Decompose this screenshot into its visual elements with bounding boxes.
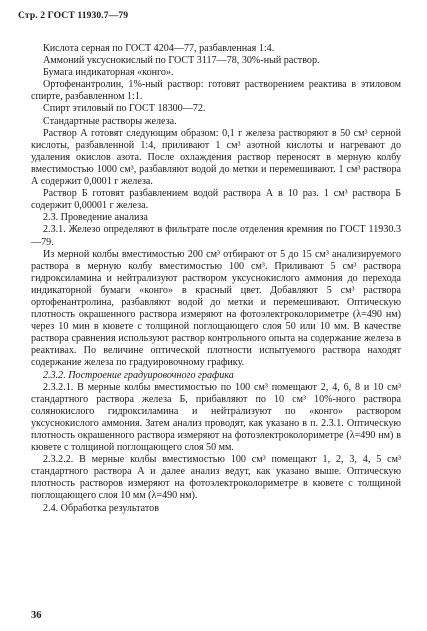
paragraph-ethyl-alcohol: Спирт этиловый по ГОСТ 18300—72.	[43, 103, 206, 115]
paragraph-orthophenanthroline: Ортофенантролин, 1%-ный раствор: готовят растворением реактива в этиловом спирте, разбавленном 1:1.	[31, 79, 401, 103]
section-heading-calibration: 2.3.2. Построение градуировочного графика	[43, 369, 234, 381]
paragraph-standard-solutions: Стандартные растворы железа.	[43, 115, 177, 127]
page-header: Стр. 2 ГОСТ 11930.7—79	[18, 10, 129, 21]
paragraph-ammonium-acetate: Аммоний уксуснокислый по ГОСТ 3117—78, 30%-ный раствор.	[43, 55, 320, 67]
section-heading-analysis: 2.3. Проведение анализа	[43, 212, 148, 224]
paragraph-2-3-2-2: 2.3.2.2. В мерные колбы вместимостью 100 см³ помещают 1, 2, 3, 4, 5 см³ стандартного раствора А и далее анализ ведут, как указано выше. Оптическую плотность растворов измеряют на фотоэлектроколориметре в кювете с толщиной поглощающего слоя 10 мм (λ=490 нм).	[31, 454, 401, 502]
paragraph-procedure: Из мерной колбы вместимостью 200 см³ отбирают от 5 до 15 см³ анализируемого раствора в мерную колбу вместимостью 100 см³. Приливают 5 см³ раствора гидроксиламина и нейтрализуют раствором уксуснокислого аммония до перехода индикаторной бумаги «конго» в красный цвет. Добавляют 5 см³ раствора ортофенантролина, разбавляют водой до метки и перемешивают. Оптическую плотность окрашенного раствора измеряют на фотоэлектроколориметре (λ=490 нм) через 10 мин в кювете с толщиной поглощающего слоя 50 или 10 мм. В качестве раствора сравнения используют раствор контрольного опыта на содержание железа в реактивах. По величине оптической плотности испытуемого раствора находят содержание железа по градуировочному графику.	[31, 248, 401, 369]
paragraph-2-3-2-1: 2.3.2.1. В мерные колбы вместимостью по 100 см³ помещают 2, 4, 6, 8 и 10 см³ стандартного раствора железа Б, прибавляют по 10 см³ 10%-ного раствора солянокислого гидроксиламина и нейтрализуют по «конго» раствором уксуснокислого аммония. Затем анализ проводят, как указано в п. 2.3.1. Оптическую плотность окрашенного раствора измеряют на фотоэлектроколориметре (λ=490 нм) в кювете с толщиной поглощающего слоя 50 мм.	[31, 381, 401, 454]
paragraph-solution-a: Раствор А готовят следующим образом: 0,1 г железа растворяют в 50 см³ серной кислоты, разбавленной 1:4, приливают 1 см³ азотной кислоты и нагревают до удаления окислов азота. После охлаждения раствор переносят в мерную колбу вместимостью 1000 см³, разбавляют водой до метки и перемешивают. 1 см³ раствора А содержит 0,0001 г железа.	[31, 127, 401, 188]
paragraph-solution-b: Раствор Б готовят разбавлением водой раствора А в 10 раз. 1 см³ раствора Б содержит 0,00001 г железа.	[31, 188, 401, 212]
section-heading-results: 2.4. Обработка результатов	[43, 502, 159, 514]
page-number: 36	[31, 610, 42, 621]
document-body	[31, 43, 401, 515]
paragraph-indicator-paper: Бумага индикаторная «конго».	[43, 67, 174, 79]
paragraph-sulfuric-acid: Кислота серная по ГОСТ 4204—77, разбавленная 1:4.	[43, 43, 275, 54]
paragraph-2-3-1: 2.3.1. Железо определяют в фильтрате после отделения кремния по ГОСТ 11930.3—79.	[31, 224, 401, 248]
